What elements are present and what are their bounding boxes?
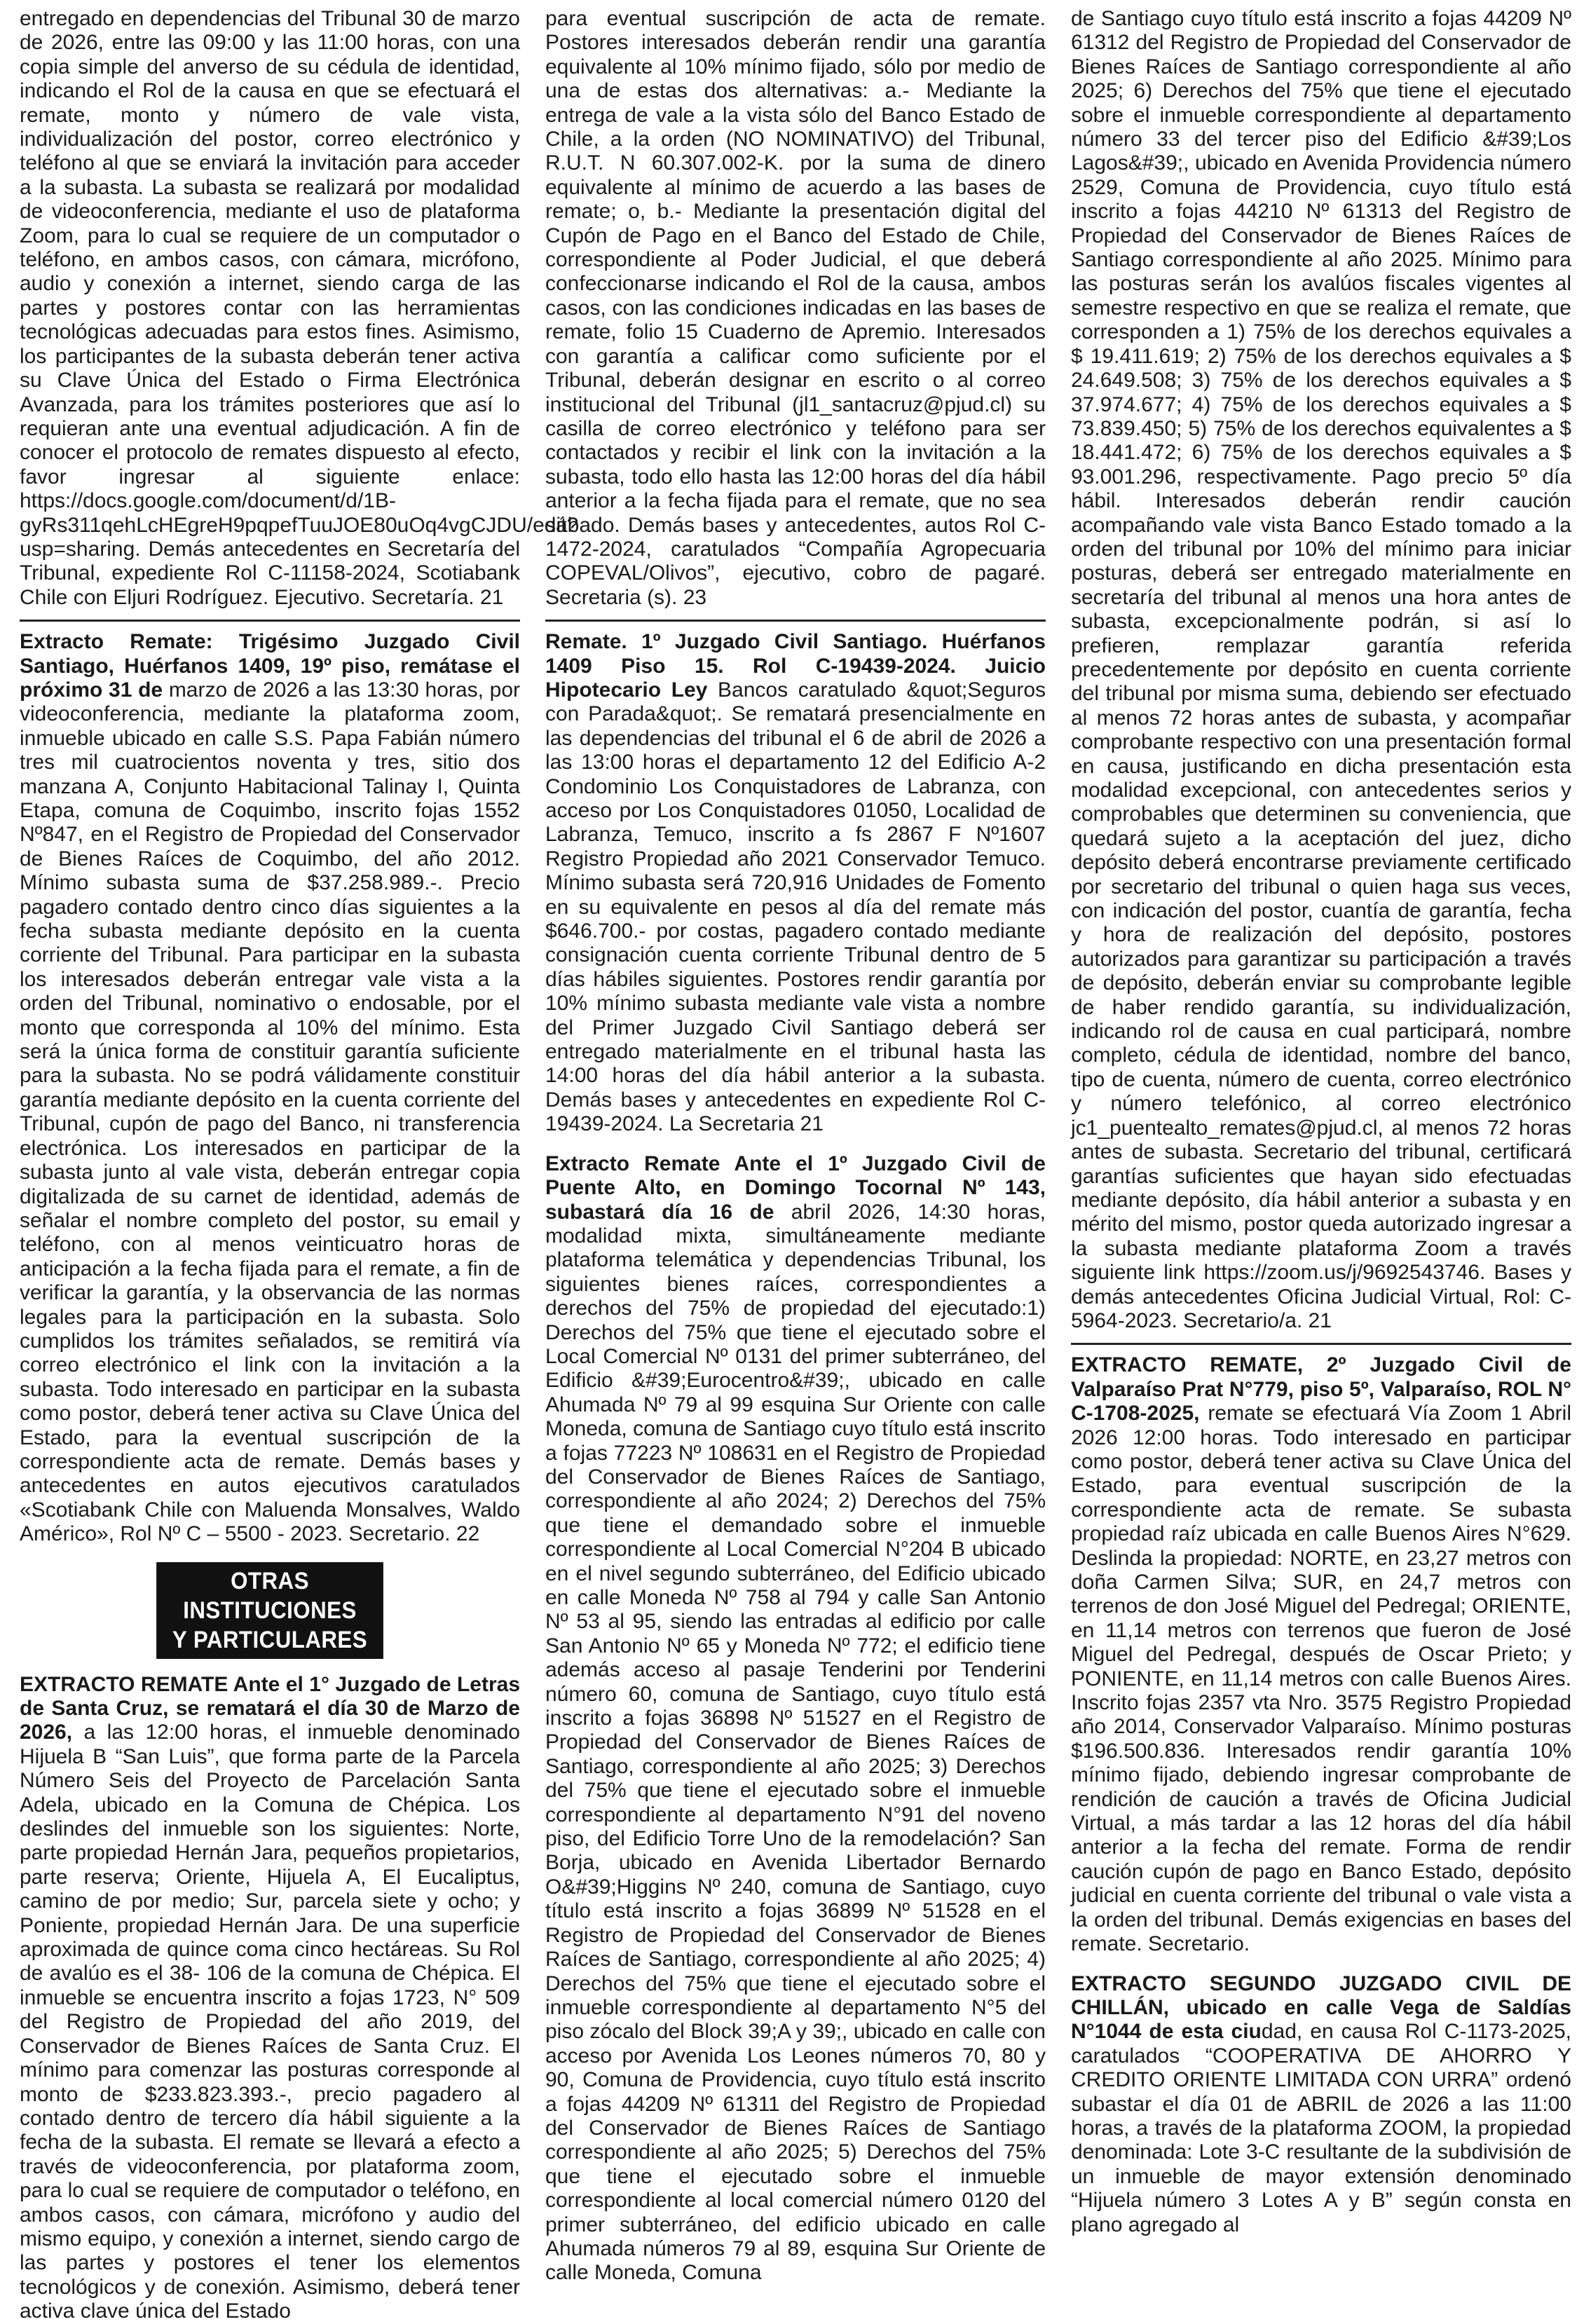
notice-body: marzo de 2026 a las 13:30 horas, por videoconferencia, mediante la plataforma zoom, inmueble ubicado en calle S.S. Papa Fabián número tres mil cuatrocientos noventa y tres, sitio dos manzana A, Conjunto Habitacional Talinay I, Quinta Etapa, comuna de Coquimbo, inscrito fojas 1552 Nº847, en el Registro de Propiedad del Conservador de Bienes Raíces de Coquimbo, del año 2012. Mínimo subasta suma de $37.258.989.-. Precio pagadero contado dentro cinco días siguientes a la fecha subasta mediante depósito en la cuenta corriente del Tribunal. Para participar en la subasta los interesados deberán entregar vale vista a la orden del Tribunal, nominativo o endosable, por el monto que corresponda al 10% del mínimo. Esta será la única forma de constituir garantía suficiente para la subasta. No se podrá válidamente constituir garantía mediante depósito en la cuenta corriente del Tribunal, cupón de pago del Banco, ni transferencia electrónica. Los interesados en participar de la subasta junto al vale vista, deberán entregar copia digitalizada de su carnet de identidad, además de señalar el nombre completo del postor, su email y teléfono, con al menos veinticuatro horas de anticipación a la fecha fijada para el remate, a fin de verificar la garantía, y la observancia de las normas legales para la participación en la subasta. Solo cumplidos los trámites señalados, se remitirá vía correo electrónico el link con la invitación a la subasta. Todo interesado en participar en la subasta como postor, deberá tener activa su Clave Única del Estado, para la eventual suscripción de la correspondiente acta de remate. Demás bases y antecedentes en autos ejecutivos caratulados «Scotiabank Chile con Maluenda Monsalves, Waldo Américo», Rol Nº C – 5500 - 2023. Secretario. 22 — [20, 678, 520, 1546]
notice-heading: Remate. 1º Juzgado Civil Santiago. Huérfanos 1409 Piso 15. Rol C-19439-2024. Juicio Hipotecario Ley — [545, 630, 1046, 702]
notice-remate-valparaiso — [1071, 1353, 1571, 1956]
notice-continuation: entregado en dependencias del Tribunal 30 de marzo de 2026, entre las 09:00 y las 11:00 horas, con una copia simple del anverso de su cédula de identidad, indicando el Rol de la causa en que se efectuará el remate, monto y número de vale vista, individualización del postor, correo electrónico y teléfono al que se enviará la invitación para acceder a la subasta. La subasta se realizará por modalidad de videoconferencia, mediante el uso de plataforma Zoom, para lo cual se requiere de un computador o teléfono, en ambos casos, con cámara, micrófono, audio y conexión a internet, siendo carga de las partes y postores contar con las herramientas tecnológicas adecuadas para estos fines. Asimismo, los participantes de la subasta deberán tener activa su Clave Única del Estado o Firma Electrónica Avanzada, para los trámites posteriores que así lo requieran ante una eventual adjudicación. A fin de conocer el protocolo de remates dispuesto al efecto, favor ingresar al siguiente enlace: https://docs.google.com/document/d/1B-gyRs311qehLcHEgreH9pqpefTuuJOE80uOq4vgCJDU/edit?usp=sharing. Demás antecedentes en Secretaría del Tribunal, expediente Rol C-11158-2024, Scotiabank Chile con Eljuri Rodríguez. Ejecutivo. Secretaría. 21 — [20, 7, 579, 609]
notice-continuation: para eventual suscripción de acta de remate. Postores interesados deberán rendir una garantía equivalente al 10% mínimo fijado, sólo por medio de una de estas dos alternativas: a.- Mediante la entrega de vale a la vista sólo del Banco Estado de Chile, a la orden (NO NOMINATIVO) del Tribunal, R.U.T. N 60.307.002-K. por la suma de dinero equivalente al mínimo de acuerdo a las bases de remate; o, b.- Mediante la presentación digital del Cupón de Pago en el Banco del Estado de Chile, correspondiente al Poder Judicial, el que deberá confeccionarse indicando el Rol de la causa, ambos casos, con las condiciones indicadas en las bases de remate, folio 15 Cuaderno de Apremio. Interesados con garantía a calificar como suficiente por el Tribunal, deberán designar en escrito o al correo institucional del Tribunal (jl1_santacruz@pjud.cl) su casilla de correo electrónico y teléfono para ser contactados y recibir el link con la invitación a la subasta, todo ello hasta las 12:00 horas del día hábil anterior a la fecha fijada para el remate, que no sea sábado. Demás bases y antecedentes, autos Rol C-1472-2024, caratulados “Compañía Agropecuaria COPEVAL/Olivos”, ejecutivo, cobro de pagaré. Secretaria (s). 23 — [545, 7, 1046, 609]
notice-remate-santa-cruz — [20, 1673, 520, 2324]
notice-remate-primer-juzgado-santiago — [545, 630, 1046, 1137]
column-1 — [20, 7, 579, 2324]
notice-heading: EXTRACTO REMATE, 2º Juzgado Civil de Valparaíso Prat N°779, piso 5º, Valparaíso, ROL N° C-1708-2025, — [1071, 1353, 1571, 1426]
notice-heading: EXTRACTO REMATE Ante el 1° Juzgado de Letras de Santa Cruz, se rematará el día 30 de Marzo de 2026, — [20, 1672, 520, 1744]
notice-heading: Extracto Remate Ante el 1º Juzgado Civil de Puente Alto, en Domingo Tocornal Nº 143, subastará día 16 de — [545, 1151, 1046, 1224]
divider — [20, 620, 520, 622]
notice-remate-trigesimo-juzgado — [20, 630, 520, 1546]
notice-heading: Extracto Remate: Trigésimo Juzgado Civil Santiago, Huérfanos 1409, 19º piso, remátase el próximo 31 de — [20, 630, 520, 702]
notice-heading: EXTRACTO SEGUNDO JUZGADO CIVIL DE CHILLÁN, ubicado en calle Vega de Saldías N°1044 de esta ciu — [1071, 1971, 1571, 2044]
column-2 — [545, 7, 1046, 2285]
notice-body: dad, en causa Rol C-1173-2025, caratulados “COOPERATIVA DE AHORRO Y CREDITO ORIENTE LIMITADA CON URRA” ordenó subastar el día 01 de ABRIL de 2026 a las 11:00 horas, a través de la plataforma ZOOM, la propiedad denominada: Lote 3-C resultante de la subdivisión de un inmueble de mayor extensión denominado “Hijuela número 3 Lotes A y B” según consta en plano agregado al — [1071, 2020, 1571, 2236]
notice-remate-puente-alto — [545, 1152, 1046, 2285]
notice-body: remate se efectuará Vía Zoom 1 Abril 2026 12:00 horas. Todo interesado en participar como postor, deberá tener activa su Clave Única del Estado, para eventual suscripción de la correspondiente acta de remate. Se subasta propiedad raíz ubicada en calle Buenos Aires N°629. Deslinda la propiedad: NORTE, en 23,27 metros con doña Carmen Silva; SUR, en 24,7 metros con terrenos de don José Miguel del Pedregal; ORIENTE, en 11,14 metros con terrenos que fueron de José Miguel del Pedregal, después de Oscar Prieto; y PONIENTE, en 11,14 metros con calle Buenos Aires. Inscrito fojas 2357 vta Nro. 3575 Registro Propiedad año 2014, Conservador Valparaíso. Mínimo posturas $196.500.836. Interesados rendir garantía 10% mínimo fijado, debiendo ingresar comprobante de rendición de caución a través de Oficina Judicial Virtual, a más tardar a las 12 horas del día hábil anterior a la fecha del remate. Forma de rendir caución cupón de pago en Banco Estado, depósito judicial en cuenta corriente del tribunal o vale vista a la orden del tribunal. Demás exigencias en bases del remate. Secretario. — [1071, 1402, 1571, 1956]
notice-body: abril 2026, 14:30 horas, modalidad mixta, simultáneamente mediante plataforma telemática y dependencias Tribunal, los siguientes bienes raíces, correspondientes a derechos del 75% de propiedad del ejecutado:1) Derechos del 75% que tiene el ejecutado sobre el Local Comercial Nº 0131 del primer subterráneo, del Edificio &#39;Eurocentro&#39;, ubicado en calle Ahumada Nº 79 al 99 esquina Sur Oriente con calle Moneda, comuna de Santiago cuyo título está inscrito a fojas 77223 Nº 108631 en el Registro de Propiedad del Conservador de Bienes Raíces de Santiago, correspondiente al año 2024; 2) Derechos del 75% que tiene el demandado sobre el inmueble correspondiente al Local Comercial N°204 B ubicado en el nivel segundo subterráneo, del Edificio ubicado en calle Moneda Nº 758 al 794 y calle San Antonio Nº 53 al 95, siendo las entradas al edificio por calle San Antonio Nº 65 y Moneda Nº 772; el edificio tiene además acceso al pasaje Tenderini por Tenderini número 60, comuna de Santiago, cuyo título está inscrito a fojas 36898 Nº 51527 en el Registro de Propiedad del Conservador de Bienes Raíces de Santiago, correspondiente al año 2025; 3) Derechos del 75% que tiene el ejecutado sobre el inmueble correspondiente al departamento N°91 del noveno piso, del Edificio Torre Uno de la remodelación? San Borja, ubicado en Avenida Libertador Bernardo O&#39;Higgins Nº 240, comuna de Santiago, cuyo título está inscrito a fojas 36899 Nº 51528 en el Registro de Propiedad del Conservador de Bienes Raíces de Santiago, correspondiente al año 2025; 4) Derechos del 75% que tiene el ejecutado sobre el inmueble correspondiente al departamento N°5 del piso zócalo del Block 39;A y 39;, ubicado en calle con acceso por Avenida Los Leones números 70, 80 y 90, Comuna de Providencia, cuyo título está inscrito a fojas 44209 Nº 61311 del Registro de Propiedad del Conservador de Bienes Raíces de Santiago correspondiente al año 2025; 5) Derechos del 75% que tiene el ejecutado sobre el inmueble correspondiente al local comercial número 0120 del primer subterráneo, del edificio ubicado en calle Ahumada números 79 al 89, esquina Sur Oriente de calle Moneda, Comuna — [545, 1200, 1046, 2285]
notice-body: Bancos caratulado &quot;Seguros con Parada&quot;. Se rematará presencialmente en las dependencias del tribunal el 6 de abril de 2026 a las 13:00 horas el departamento 12 del Edificio A-2 Condominio Los Conquistadores de Labranza, con acceso por Los Conquistadores 01050, Localidad de Labranza, Temuco, inscrito a fs 2867 F Nº1607 Registro Propiedad año 2021 Conservador Temuco. Mínimo subasta será 720,916 Unidades de Fomento en su equivalente en pesos al día del remate más $646.700.- por costas, pagadero contado mediante consignación cuenta corriente Tribunal dentro de 5 días hábiles siguientes. Postores rendir garantía por 10% mínimo subasta mediante vale vista a nombre del Primer Juzgado Civil Santiago deberá ser entregado materialmente en el tribunal hasta las 14:00 horas del día hábil anterior a la subasta. Demás bases y antecedentes en expediente Rol C-19439-2024. La Secretaria 21 — [545, 678, 1046, 1136]
notice-continuation: de Santiago cuyo título está inscrito a fojas 44209 Nº 61312 del Registro de Propiedad del Conservador de Bienes Raíces de Santiago correspondiente al año 2025; 6) Derechos del 75% que tiene el ejecutado sobre el inmueble correspondiente al departamento número 33 del tercer piso del Edificio &#39;Los Lagos&#39;, ubicado en Avenida Providencia número 2529, Comuna de Providencia, cuyo título está inscrito a fojas 44210 Nº 61313 del Registro de Propiedad del Conservador de Bienes Raíces de Santiago correspondiente al año 2025. Mínimo para las posturas serán los avalúos fiscales vigentes al semestre respectivo en que se realiza el remate, que corresponden a 1) 75% de los derechos equivales a $ 19.411.619; 2) 75% de los derechos equivales a $ 24.649.508; 3) 75% de los derechos equivales a $ 37.974.677; 4) 75% de los derechos equivales a $ 73.839.450; 5) 75% de los derechos equivalentes a $ 18.441.472; 6) 75% de los derechos equivales a $ 93.001.296, respectivamente. Pago precio 5º día hábil. Interesados deberán rendir caución acompañando vale vista Banco Estado tomado a la orden del tribunal por 10% del mínimo para iniciar posturas, deberá ser entregado materialmente en secretaría del tribunal al menos una hora antes de subasta, excepcionalmente podrán, si así lo prefieren, remplazar garantía referida precedentemente por depósito en cuenta corriente del tribunal por misma suma, debiendo ser efectuado al menos 72 horas antes de subasta, y acompañar comprobante respectivo con una presentación formal en causa, justificando en dicha presentación esta modalidad excepcional, con antecedentes serios y comprobables que determinen su conveniencia, que quedará sujeto a la aceptación del juez, dicho depósito deberá encontrarse previamente certificado por secretario del tribunal o quien haga sus veces, con indicación del postor, cuantía de garantía, fecha y hora de realización del depósito, postores autorizados para garantizar su participación a través de depósito, deberán enviar su comprobante legible de haber rendido garantía, su individualización, indicando rol de causa en cual participará, nombre completo, cédula de identidad, nombre del banco, tipo de cuenta, número de cuenta, correo electrónico y número telefónico, al correo electrónico jc1_puentealto_remates@pjud.cl, al menos 72 horas antes de subasta. Secretario del tribunal, certificará garantías suficientes que hayan sido efectuadas mediante depósito, día hábil anterior a subasta y en mérito del mismo, postor queda autorizado ingresar a la subasta mediante plataforma Zoom a través siguiente link https://zoom.us/j/9692543746. Bases y demás antecedentes Oficina Judicial Virtual, Rol: C-5964-2023. Secretario/a. 21 — [1071, 7, 1571, 1332]
spacer — [1071, 1957, 1571, 1972]
divider — [545, 620, 1046, 622]
section-banner — [156, 1562, 383, 1659]
section-banner-line-1: OTRAS INSTITUCIONES — [183, 1567, 357, 1624]
notice-remate-chillan — [1071, 1972, 1571, 2237]
spacer — [545, 1137, 1046, 1152]
column-3 — [1071, 7, 1571, 2237]
divider — [1071, 1343, 1571, 1345]
section-banner-line-2: Y PARTICULARES — [172, 1626, 368, 1653]
notice-body: a las 12:00 horas, el inmueble denominado Hijuela B “San Luis”, que forma parte de la Parcela Número Seis del Proyecto de Parcelación Santa Adela, ubicado en la Comuna de Chépica. Los deslindes del inmueble son los siguientes: Norte, parte propiedad Hernán Jara, pequeños propietarios, parte reserva; Oriente, Hijuela A, El Eucaliptus, camino de por medio; Sur, parcela siete y ocho; y Poniente, propiedad Hernán Jara. De una superficie aproximada de quince coma cinco hectáreas. Su Rol de avalúo es el 38- 106 de la comuna de Chépica. El inmueble se encuentra inscrito a fojas 1723, N° 509 del Registro de Propiedad del año 2019, del Conservador de Bienes Raíces de Santa Cruz. El mínimo para comenzar las posturas corresponde al monto de $233.823.393.-, precio pagadero al contado dentro de tercero día hábil siguiente a la fecha de la subasta. El remate se llevará a efecto a través de videoconferencia, por plataforma zoom, para lo cual se requiere de computador o teléfono, en ambos casos, con cámara, micrófono y audio del mismo equipo, y conexión a internet, siendo cargo de las partes y postores el tener los elementos tecnológicos y de conexión. Asimismo, deberá tener activa clave única del Estado — [20, 1721, 520, 2323]
